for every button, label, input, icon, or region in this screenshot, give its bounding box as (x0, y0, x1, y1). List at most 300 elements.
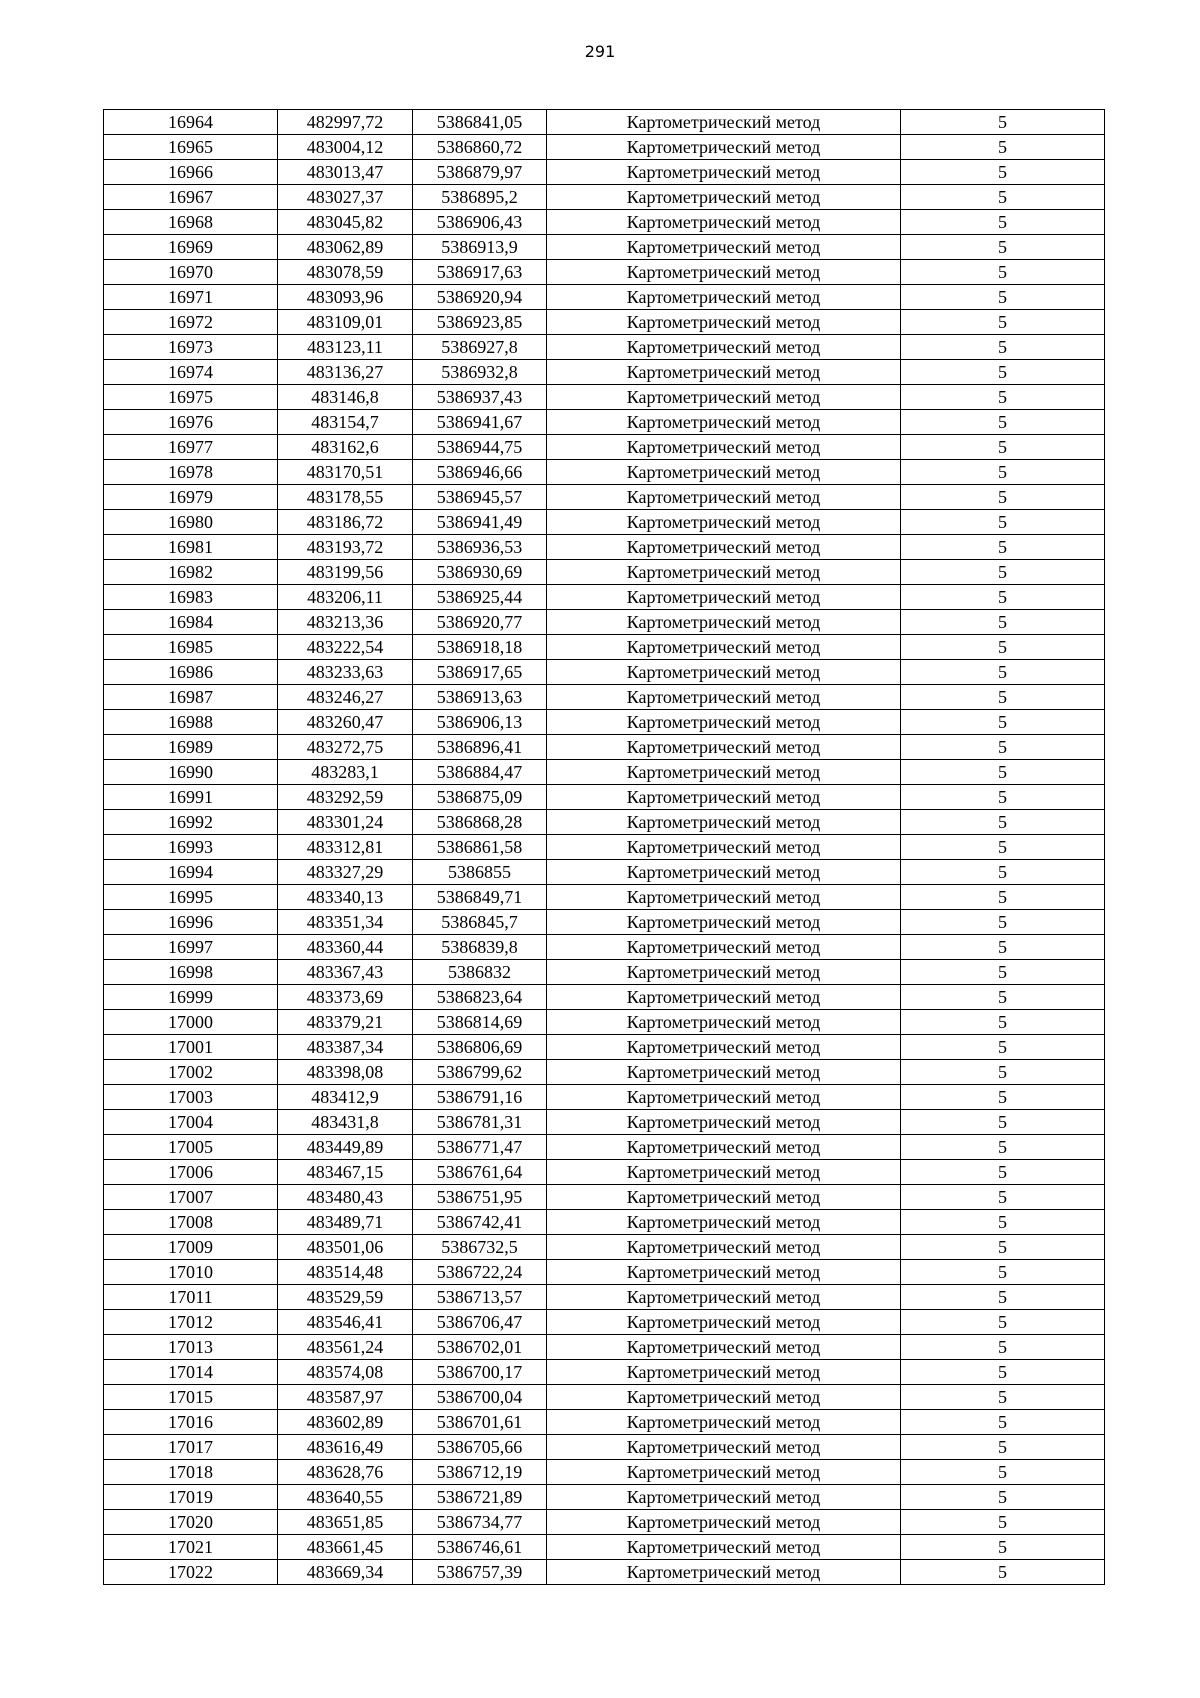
method-cell: Картометрический метод (547, 1010, 901, 1035)
table-row (104, 260, 1105, 285)
method-cell: Картометрический метод (547, 710, 901, 735)
method-cell: Картометрический метод (547, 1285, 901, 1310)
x-coordinate-cell: 483587,97 (278, 1385, 413, 1410)
point-number-cell: 17010 (104, 1260, 278, 1285)
table-row (104, 235, 1105, 260)
table-row (104, 885, 1105, 910)
y-coordinate-cell: 5386946,66 (413, 460, 547, 485)
y-coordinate-cell: 5386913,63 (413, 685, 547, 710)
table-row (104, 785, 1105, 810)
point-number-cell: 16993 (104, 835, 278, 860)
x-coordinate-cell: 483186,72 (278, 510, 413, 535)
y-coordinate-cell: 5386920,77 (413, 610, 547, 635)
y-coordinate-cell: 5386941,67 (413, 410, 547, 435)
method-cell: Картометрический метод (547, 535, 901, 560)
point-number-cell: 17015 (104, 1385, 278, 1410)
accuracy-cell: 5 (901, 1160, 1105, 1185)
y-coordinate-cell: 5386917,65 (413, 660, 547, 685)
table-row (104, 1160, 1105, 1185)
point-number-cell: 16977 (104, 435, 278, 460)
y-coordinate-cell: 5386936,53 (413, 535, 547, 560)
point-number-cell: 16986 (104, 660, 278, 685)
y-coordinate-cell: 5386868,28 (413, 810, 547, 835)
method-cell: Картометрический метод (547, 1485, 901, 1510)
point-number-cell: 16989 (104, 735, 278, 760)
x-coordinate-cell: 483312,81 (278, 835, 413, 860)
y-coordinate-cell: 5386895,2 (413, 185, 547, 210)
method-cell: Картометрический метод (547, 610, 901, 635)
table-row (104, 135, 1105, 160)
y-coordinate-cell: 5386923,85 (413, 310, 547, 335)
accuracy-cell: 5 (901, 1510, 1105, 1535)
point-number-cell: 16974 (104, 360, 278, 385)
point-number-cell: 16976 (104, 410, 278, 435)
accuracy-cell: 5 (901, 760, 1105, 785)
y-coordinate-cell: 5386849,71 (413, 885, 547, 910)
x-coordinate-cell: 483206,11 (278, 585, 413, 610)
x-coordinate-cell: 483109,01 (278, 310, 413, 335)
point-number-cell: 17022 (104, 1560, 278, 1585)
table-row (104, 510, 1105, 535)
method-cell: Картометрический метод (547, 510, 901, 535)
y-coordinate-cell: 5386906,13 (413, 710, 547, 735)
accuracy-cell: 5 (901, 535, 1105, 560)
method-cell: Картометрический метод (547, 1510, 901, 1535)
accuracy-cell: 5 (901, 785, 1105, 810)
method-cell: Картометрический метод (547, 1160, 901, 1185)
method-cell: Картометрический метод (547, 210, 901, 235)
x-coordinate-cell: 483398,08 (278, 1060, 413, 1085)
accuracy-cell: 5 (901, 410, 1105, 435)
point-number-cell: 16975 (104, 385, 278, 410)
x-coordinate-cell: 483045,82 (278, 210, 413, 235)
y-coordinate-cell: 5386930,69 (413, 560, 547, 585)
table-row (104, 535, 1105, 560)
method-cell: Картометрический метод (547, 260, 901, 285)
table-row (104, 335, 1105, 360)
y-coordinate-cell: 5386861,58 (413, 835, 547, 860)
method-cell: Картометрический метод (547, 835, 901, 860)
method-cell: Картометрический метод (547, 885, 901, 910)
point-number-cell: 16980 (104, 510, 278, 535)
accuracy-cell: 5 (901, 110, 1105, 135)
accuracy-cell: 5 (901, 510, 1105, 535)
point-number-cell: 16991 (104, 785, 278, 810)
point-number-cell: 17009 (104, 1235, 278, 1260)
accuracy-cell: 5 (901, 1135, 1105, 1160)
table-row (104, 860, 1105, 885)
method-cell: Картометрический метод (547, 960, 901, 985)
y-coordinate-cell: 5386712,19 (413, 1460, 547, 1485)
point-number-cell: 16973 (104, 335, 278, 360)
x-coordinate-cell: 483467,15 (278, 1160, 413, 1185)
table-row (104, 835, 1105, 860)
x-coordinate-cell: 482997,72 (278, 110, 413, 135)
point-number-cell: 16996 (104, 910, 278, 935)
table-row (104, 660, 1105, 685)
x-coordinate-cell: 483379,21 (278, 1010, 413, 1035)
y-coordinate-cell: 5386941,49 (413, 510, 547, 535)
x-coordinate-cell: 483292,59 (278, 785, 413, 810)
table-row (104, 935, 1105, 960)
x-coordinate-cell: 483387,34 (278, 1035, 413, 1060)
method-cell: Картометрический метод (547, 460, 901, 485)
point-number-cell: 17019 (104, 1485, 278, 1510)
table-row (104, 1035, 1105, 1060)
y-coordinate-cell: 5386944,75 (413, 435, 547, 460)
point-number-cell: 16970 (104, 260, 278, 285)
point-number-cell: 16987 (104, 685, 278, 710)
y-coordinate-cell: 5386700,17 (413, 1360, 547, 1385)
x-coordinate-cell: 483489,71 (278, 1210, 413, 1235)
table-row (104, 210, 1105, 235)
accuracy-cell: 5 (901, 1460, 1105, 1485)
x-coordinate-cell: 483260,47 (278, 710, 413, 735)
table-row (104, 1110, 1105, 1135)
accuracy-cell: 5 (901, 1035, 1105, 1060)
method-cell: Картометрический метод (547, 1460, 901, 1485)
method-cell: Картометрический метод (547, 735, 901, 760)
y-coordinate-cell: 5386702,01 (413, 1335, 547, 1360)
x-coordinate-cell: 483340,13 (278, 885, 413, 910)
x-coordinate-cell: 483431,8 (278, 1110, 413, 1135)
y-coordinate-cell: 5386771,47 (413, 1135, 547, 1160)
x-coordinate-cell: 483233,63 (278, 660, 413, 685)
x-coordinate-cell: 483651,85 (278, 1510, 413, 1535)
y-coordinate-cell: 5386732,5 (413, 1235, 547, 1260)
method-cell: Картометрический метод (547, 285, 901, 310)
method-cell: Картометрический метод (547, 1560, 901, 1585)
accuracy-cell: 5 (901, 585, 1105, 610)
point-number-cell: 16998 (104, 960, 278, 985)
point-number-cell: 17016 (104, 1410, 278, 1435)
accuracy-cell: 5 (901, 610, 1105, 635)
y-coordinate-cell: 5386937,43 (413, 385, 547, 410)
y-coordinate-cell: 5386701,61 (413, 1410, 547, 1435)
table-row (104, 1410, 1105, 1435)
table-row (104, 1310, 1105, 1335)
method-cell: Картометрический метод (547, 185, 901, 210)
accuracy-cell: 5 (901, 1010, 1105, 1035)
point-number-cell: 16979 (104, 485, 278, 510)
x-coordinate-cell: 483367,43 (278, 960, 413, 985)
point-number-cell: 16992 (104, 810, 278, 835)
y-coordinate-cell: 5386845,7 (413, 910, 547, 935)
table-row (104, 285, 1105, 310)
x-coordinate-cell: 483661,45 (278, 1535, 413, 1560)
y-coordinate-cell: 5386839,8 (413, 935, 547, 960)
accuracy-cell: 5 (901, 435, 1105, 460)
table-row (104, 1085, 1105, 1110)
y-coordinate-cell: 5386906,43 (413, 210, 547, 235)
table-row (104, 685, 1105, 710)
point-number-cell: 17006 (104, 1160, 278, 1185)
point-number-cell: 17005 (104, 1135, 278, 1160)
table-row (104, 635, 1105, 660)
table-row (104, 110, 1105, 135)
accuracy-cell: 5 (901, 935, 1105, 960)
accuracy-cell: 5 (901, 1535, 1105, 1560)
table-row (104, 1435, 1105, 1460)
point-number-cell: 16964 (104, 110, 278, 135)
accuracy-cell: 5 (901, 735, 1105, 760)
point-number-cell: 17003 (104, 1085, 278, 1110)
accuracy-cell: 5 (901, 1335, 1105, 1360)
table-row (104, 1560, 1105, 1585)
method-cell: Картометрический метод (547, 860, 901, 885)
point-number-cell: 17004 (104, 1110, 278, 1135)
table-row (104, 360, 1105, 385)
y-coordinate-cell: 5386855 (413, 860, 547, 885)
x-coordinate-cell: 483360,44 (278, 935, 413, 960)
method-cell: Картометрический метод (547, 410, 901, 435)
method-cell: Картометрический метод (547, 1385, 901, 1410)
point-number-cell: 16988 (104, 710, 278, 735)
x-coordinate-cell: 483178,55 (278, 485, 413, 510)
y-coordinate-cell: 5386722,24 (413, 1260, 547, 1285)
table-row (104, 1135, 1105, 1160)
accuracy-cell: 5 (901, 310, 1105, 335)
table-row (104, 760, 1105, 785)
table-row (104, 1535, 1105, 1560)
x-coordinate-cell: 483351,34 (278, 910, 413, 935)
accuracy-cell: 5 (901, 235, 1105, 260)
accuracy-cell: 5 (901, 685, 1105, 710)
table-row (104, 1485, 1105, 1510)
y-coordinate-cell: 5386875,09 (413, 785, 547, 810)
x-coordinate-cell: 483123,11 (278, 335, 413, 360)
y-coordinate-cell: 5386927,8 (413, 335, 547, 360)
method-cell: Картометрический метод (547, 1035, 901, 1060)
y-coordinate-cell: 5386814,69 (413, 1010, 547, 1035)
point-number-cell: 17011 (104, 1285, 278, 1310)
accuracy-cell: 5 (901, 1085, 1105, 1110)
method-cell: Картометрический метод (547, 585, 901, 610)
x-coordinate-cell: 483574,08 (278, 1360, 413, 1385)
method-cell: Картометрический метод (547, 1085, 901, 1110)
table-row (104, 1335, 1105, 1360)
accuracy-cell: 5 (901, 810, 1105, 835)
y-coordinate-cell: 5386734,77 (413, 1510, 547, 1535)
x-coordinate-cell: 483193,72 (278, 535, 413, 560)
accuracy-cell: 5 (901, 1435, 1105, 1460)
point-number-cell: 16965 (104, 135, 278, 160)
accuracy-cell: 5 (901, 210, 1105, 235)
point-number-cell: 16982 (104, 560, 278, 585)
table-row (104, 610, 1105, 635)
accuracy-cell: 5 (901, 1410, 1105, 1435)
method-cell: Картометрический метод (547, 1435, 901, 1460)
point-number-cell: 17012 (104, 1310, 278, 1335)
point-number-cell: 17014 (104, 1360, 278, 1385)
point-number-cell: 17000 (104, 1010, 278, 1035)
x-coordinate-cell: 483412,9 (278, 1085, 413, 1110)
y-coordinate-cell: 5386945,57 (413, 485, 547, 510)
point-number-cell: 16972 (104, 310, 278, 335)
table-row (104, 1460, 1105, 1485)
method-cell: Картометрический метод (547, 985, 901, 1010)
table-row (104, 710, 1105, 735)
x-coordinate-cell: 483529,59 (278, 1285, 413, 1310)
accuracy-cell: 5 (901, 1235, 1105, 1260)
table-row (104, 410, 1105, 435)
method-cell: Картометрический метод (547, 810, 901, 835)
table-row (104, 560, 1105, 585)
method-cell: Картометрический метод (547, 685, 901, 710)
accuracy-cell: 5 (901, 660, 1105, 685)
point-number-cell: 17007 (104, 1185, 278, 1210)
table-row (104, 1210, 1105, 1235)
accuracy-cell: 5 (901, 285, 1105, 310)
table-row (104, 985, 1105, 1010)
table-row (104, 385, 1105, 410)
point-number-cell: 16984 (104, 610, 278, 635)
table-row (104, 310, 1105, 335)
point-number-cell: 17018 (104, 1460, 278, 1485)
x-coordinate-cell: 483170,51 (278, 460, 413, 485)
accuracy-cell: 5 (901, 710, 1105, 735)
y-coordinate-cell: 5386884,47 (413, 760, 547, 785)
x-coordinate-cell: 483373,69 (278, 985, 413, 1010)
accuracy-cell: 5 (901, 835, 1105, 860)
table-row (104, 585, 1105, 610)
method-cell: Картометрический метод (547, 635, 901, 660)
table-row (104, 910, 1105, 935)
point-number-cell: 17020 (104, 1510, 278, 1535)
x-coordinate-cell: 483602,89 (278, 1410, 413, 1435)
method-cell: Картометрический метод (547, 1235, 901, 1260)
point-number-cell: 17002 (104, 1060, 278, 1085)
accuracy-cell: 5 (901, 560, 1105, 585)
method-cell: Картометрический метод (547, 1210, 901, 1235)
method-cell: Картометрический метод (547, 110, 901, 135)
point-number-cell: 16966 (104, 160, 278, 185)
y-coordinate-cell: 5386705,66 (413, 1435, 547, 1460)
y-coordinate-cell: 5386896,41 (413, 735, 547, 760)
y-coordinate-cell: 5386920,94 (413, 285, 547, 310)
y-coordinate-cell: 5386746,61 (413, 1535, 547, 1560)
point-number-cell: 16971 (104, 285, 278, 310)
y-coordinate-cell: 5386706,47 (413, 1310, 547, 1335)
table-row (104, 485, 1105, 510)
accuracy-cell: 5 (901, 1385, 1105, 1410)
point-number-cell: 16985 (104, 635, 278, 660)
table-row (104, 1285, 1105, 1310)
x-coordinate-cell: 483449,89 (278, 1135, 413, 1160)
table-row (104, 1060, 1105, 1085)
method-cell: Картометрический метод (547, 660, 901, 685)
point-number-cell: 16999 (104, 985, 278, 1010)
table-row (104, 1185, 1105, 1210)
point-number-cell: 16994 (104, 860, 278, 885)
table-row (104, 735, 1105, 760)
y-coordinate-cell: 5386791,16 (413, 1085, 547, 1110)
method-cell: Картометрический метод (547, 335, 901, 360)
x-coordinate-cell: 483027,37 (278, 185, 413, 210)
table-row (104, 1260, 1105, 1285)
point-number-cell: 17001 (104, 1035, 278, 1060)
accuracy-cell: 5 (901, 1060, 1105, 1085)
point-number-cell: 16967 (104, 185, 278, 210)
accuracy-cell: 5 (901, 885, 1105, 910)
accuracy-cell: 5 (901, 1110, 1105, 1135)
method-cell: Картометрический метод (547, 235, 901, 260)
point-number-cell: 16969 (104, 235, 278, 260)
y-coordinate-cell: 5386932,8 (413, 360, 547, 385)
y-coordinate-cell: 5386841,05 (413, 110, 547, 135)
accuracy-cell: 5 (901, 460, 1105, 485)
method-cell: Картометрический метод (547, 135, 901, 160)
table-row (104, 160, 1105, 185)
method-cell: Картометрический метод (547, 1310, 901, 1335)
method-cell: Картометрический метод (547, 485, 901, 510)
x-coordinate-cell: 483162,6 (278, 435, 413, 460)
y-coordinate-cell: 5386761,64 (413, 1160, 547, 1185)
x-coordinate-cell: 483546,41 (278, 1310, 413, 1335)
y-coordinate-cell: 5386757,39 (413, 1560, 547, 1585)
point-number-cell: 16981 (104, 535, 278, 560)
x-coordinate-cell: 483480,43 (278, 1185, 413, 1210)
x-coordinate-cell: 483616,49 (278, 1435, 413, 1460)
method-cell: Картометрический метод (547, 1135, 901, 1160)
method-cell: Картометрический метод (547, 760, 901, 785)
accuracy-cell: 5 (901, 185, 1105, 210)
y-coordinate-cell: 5386781,31 (413, 1110, 547, 1135)
method-cell: Картометрический метод (547, 1360, 901, 1385)
accuracy-cell: 5 (901, 910, 1105, 935)
accuracy-cell: 5 (901, 985, 1105, 1010)
x-coordinate-cell: 483222,54 (278, 635, 413, 660)
y-coordinate-cell: 5386742,41 (413, 1210, 547, 1235)
y-coordinate-cell: 5386917,63 (413, 260, 547, 285)
accuracy-cell: 5 (901, 1485, 1105, 1510)
x-coordinate-cell: 483501,06 (278, 1235, 413, 1260)
method-cell: Картометрический метод (547, 435, 901, 460)
point-number-cell: 16983 (104, 585, 278, 610)
method-cell: Картометрический метод (547, 1185, 901, 1210)
method-cell: Картометрический метод (547, 385, 901, 410)
method-cell: Картометрический метод (547, 1410, 901, 1435)
point-number-cell: 16978 (104, 460, 278, 485)
method-cell: Картометрический метод (547, 310, 901, 335)
x-coordinate-cell: 483246,27 (278, 685, 413, 710)
x-coordinate-cell: 483136,27 (278, 360, 413, 385)
x-coordinate-cell: 483013,47 (278, 160, 413, 185)
method-cell: Картометрический метод (547, 1060, 901, 1085)
x-coordinate-cell: 483628,76 (278, 1460, 413, 1485)
point-number-cell: 16995 (104, 885, 278, 910)
accuracy-cell: 5 (901, 1185, 1105, 1210)
accuracy-cell: 5 (901, 160, 1105, 185)
accuracy-cell: 5 (901, 960, 1105, 985)
page-number: 291 (584, 42, 616, 61)
y-coordinate-cell: 5386700,04 (413, 1385, 547, 1410)
accuracy-cell: 5 (901, 335, 1105, 360)
accuracy-cell: 5 (901, 1260, 1105, 1285)
y-coordinate-cell: 5386918,18 (413, 635, 547, 660)
point-number-cell: 17017 (104, 1435, 278, 1460)
method-cell: Картометрический метод (547, 1335, 901, 1360)
table-row (104, 1235, 1105, 1260)
y-coordinate-cell: 5386879,97 (413, 160, 547, 185)
table-row (104, 185, 1105, 210)
method-cell: Картометрический метод (547, 935, 901, 960)
method-cell: Картометрический метод (547, 360, 901, 385)
coordinates-table (103, 109, 1105, 1585)
method-cell: Картометрический метод (547, 160, 901, 185)
x-coordinate-cell: 483093,96 (278, 285, 413, 310)
x-coordinate-cell: 483004,12 (278, 135, 413, 160)
